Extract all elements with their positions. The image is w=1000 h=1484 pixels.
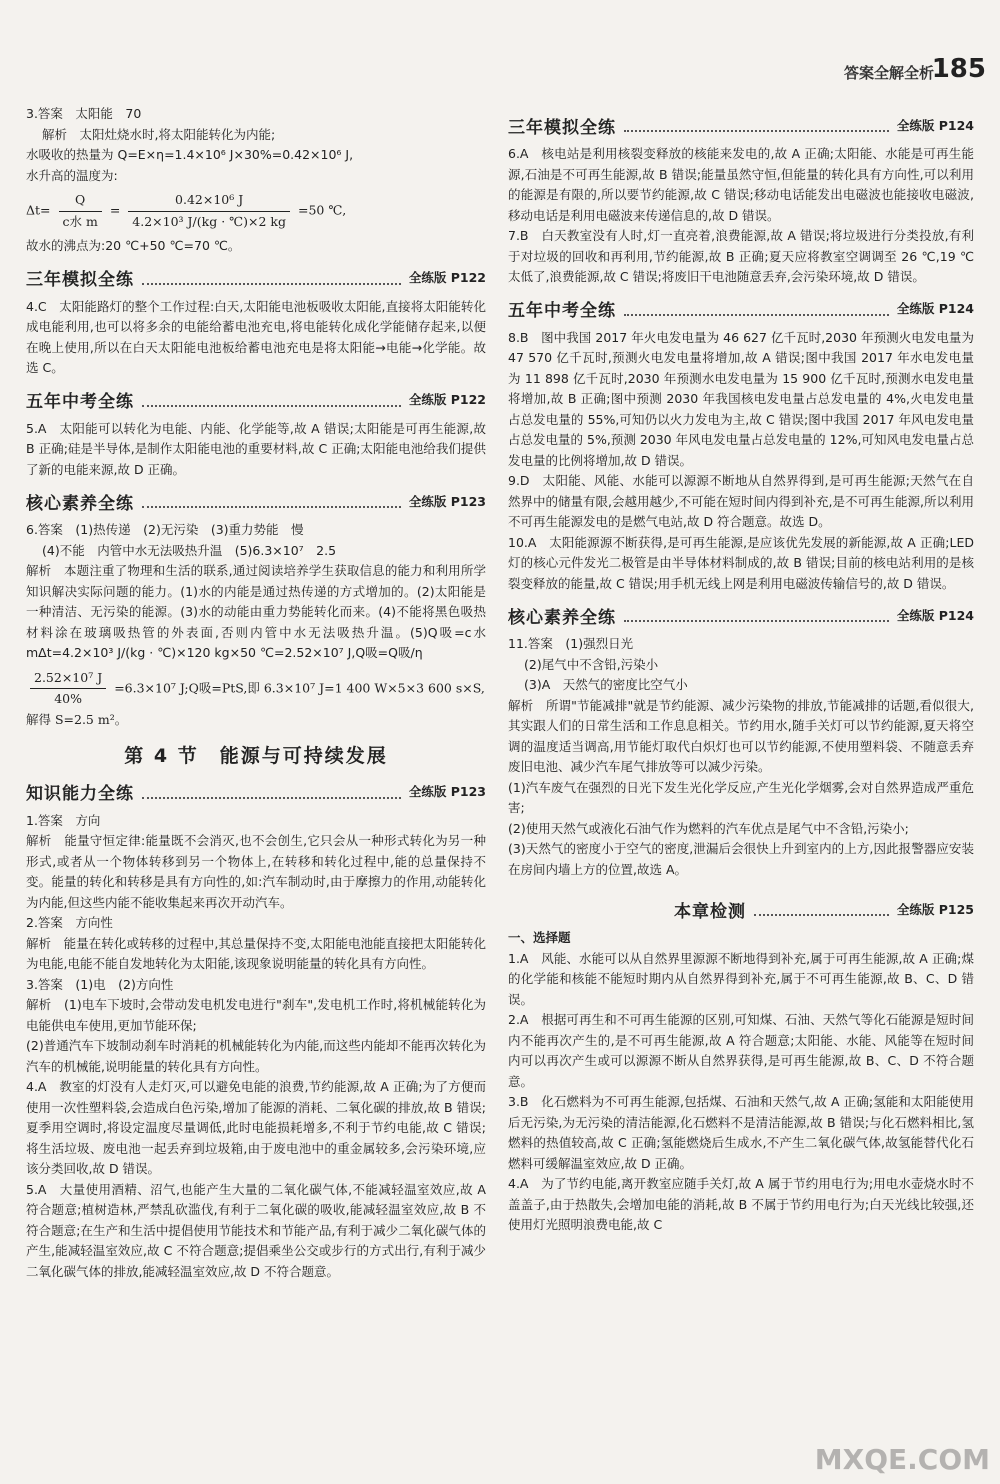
- k3-body: 解析 (1)电车下坡时,会带动发电机发电进行"刹车",发电机工作时,将机械能转化为电能供电车使用,更加节能环保;: [26, 997, 486, 1033]
- page-number: 185: [931, 54, 986, 84]
- answer-6-head: 6.答案 (1)热传递 (2)无污染 (3)重力势能 慢: [26, 522, 304, 537]
- k4: 4.A 教室的灯没有人走灯灭,可以避免电能的浪费,节约能源,故 A 正确;为了方便而使用一次性塑料袋,会造成白色污染,增加了能源的消耗、二氧化碳的排放,故 B 错误;夏季用空调时,将设定温度尽量调低,此时电能损耗增多,不利于节约电能,故 C 错误;将生活垃圾、废电池一起丢弃到垃圾箱,由于废电池中的重金属较多,会污染环境,应该分类回收,故 D 错误。: [26, 1079, 486, 1176]
- watermark: MXQE.COM: [814, 1443, 990, 1476]
- section-dots: [142, 506, 401, 508]
- section-header: [26, 486, 486, 514]
- k2-head: 2.答案 方向性: [26, 915, 113, 930]
- section-header: [26, 385, 486, 413]
- answer-11-p2: (2)使用天然气或液化石油气作为燃料的汽车优点是尾气中不含铅,污染小;: [508, 820, 909, 836]
- answer-11-p1: (1)汽车废气在强烈的日光下发生光化学反应,产生光化学烟雾,会对自然界造成严重危害;: [508, 779, 974, 815]
- answer-3-line4: 故水的沸点为:20 ℃+50 ℃=70 ℃。: [26, 238, 241, 253]
- section-title: 核心素养全练: [26, 493, 134, 514]
- section-title: 三年模拟全练: [508, 117, 616, 138]
- section-title: 本章检测: [674, 901, 746, 922]
- section-title: 知识能力全练: [26, 784, 134, 804]
- answer-11-head: 11.答案 (1)强烈日光: [508, 636, 634, 651]
- part-title: 一、选择题: [508, 930, 571, 945]
- choice-3: 3.B 化石燃料为不可再生能源,包括煤、石油和天然气,故 A 正确;氢能和太阳能使用后无污染,为无污染的清洁能源,化石燃料不是清洁能源,故 B 错误;与化石燃料相比,氢燃料的热值较高,故 C 正确;氢能燃烧后生成水,不产生二氧化碳气体,故氢能替代化石燃料可缓解温室效应,故 D 正确。: [508, 1094, 974, 1171]
- answer-7: 7.B 白天教室没有人时,灯一直亮着,浪费能源,故 A 错误;将垃圾进行分类投放,有利于对垃圾的回收和再利用,节约能源,故 B 正确;夏天应将教室空调调至 26 ℃,19 ℃太低了,浪费能源,故 C 错误;将废旧干电池随意丢弃,会污染环境,故 D 错误。: [508, 228, 974, 284]
- answer-3-line3: 水升高的温度为:: [26, 167, 118, 183]
- answer-6-tail: =6.3×10⁷ J;Q吸=PtS,即 6.3×10⁷ J=1 400 W×5×3 600 s×S,解得 S=2.5 m²。: [26, 680, 485, 727]
- section-title: 核心素养全练: [508, 607, 616, 628]
- answer-11-body: 解析 所谓"节能减排"就是节约能源、减少污染物的排放,节能减排的话题,看似很大,其实跟人们的日常生活和工作息息相关。节约用水,随手关灯可以节约能源,夏天将空调的温度适当调高,用节能灯取代白炽灯也可以节约能源,不使用塑料袋、不随意丢弃废旧电池、减少汽车尾气排放等可以减少污染。: [508, 697, 974, 774]
- k2-body: 解析 能量在转化或转移的过程中,其总量保持不变,太阳能电池能直接把太阳能转化为电能,电能不能自发地转化为太阳能,该现象说明能量的转化具有方向性。: [26, 935, 486, 971]
- choice-2: 2.A 根据可再生和不可再生能源的区别,可知煤、石油、天然气等化石能源是短时间内不能再次产生的,是不可再生能源,故 A 符合题意;太阳能、水能、风能等在短时间内可以再次产生或可以源源不断从自然界获得,是可再生能源,故 B、C、D 不符合题意。: [508, 1012, 974, 1089]
- section-header: [26, 777, 486, 805]
- section-ref: 全练版 P124: [896, 117, 974, 133]
- formula-eq: =: [109, 202, 121, 218]
- section-dots: [624, 130, 889, 132]
- answer-10: 10.A 太阳能源源不断获得,是可再生能源,是应该优先发展的新能源,故 A 正确;LED 灯的核心元件发光二极管是由半导体材料制成的,故 B 错误;目前的核电站利用的是核裂变释放的能量,故 C 错误;用手机无线上网是利用电磁波传输信号的,故 D 错误。: [508, 534, 974, 591]
- answer-3-formula: [26, 190, 486, 232]
- answer-9: 9.D 太阳能、风能、水能可以源源不断地从自然界得到,是可再生能源;天然气在自然界中的储量有限,会越用越少,不可能在短时间内得到补充,是不可再生能源,所以利用不可再生能源发电的是燃气电站,故 D 符合题意。故选 D。: [508, 473, 974, 529]
- section-header: [508, 110, 974, 138]
- answer-4: 4.C 太阳能路灯的整个工作过程:白天,太阳能电池板吸收太阳能,直接将太阳能转化成电能利用,也可以将多余的电能给蓄电池充电,将电能转化成化学能储存起来,以便在晚上使用,所以在白天太阳能电池板给蓄电池充电是将太阳能→电能→化学能。故选 C。: [26, 298, 486, 375]
- k3-body2: (2)普通汽车下坡制动刹车时消耗的机械能转化为内能,而这些内能却不能再次转化为汽车的机械能,说明能量的转化具有方向性。: [26, 1038, 486, 1074]
- k1-head: 1.答案 方向: [26, 812, 101, 828]
- k3-head: 3.答案 (1)电 (2)方向性: [26, 976, 174, 992]
- section-ref: 全练版 P123: [408, 493, 486, 509]
- section-dots: [142, 797, 401, 799]
- formula-frac-2: [128, 190, 290, 232]
- k1-body: 解析 能量守恒定律:能量既不会消灭,也不会创生,它只会从一种形式转化为另一种形式,或者从一个物体转移到另一个物体上,在转移和转化过程中,能的总量保持不变。能量的转化和转移是具有方向性的,如:汽车制动时,由于摩擦力的作用,动能转化为内能,但这些内能不能收集起来再次开动汽车。: [26, 833, 486, 910]
- section-ref: 全练版 P125: [896, 901, 974, 917]
- formula-rhs: =50 ℃,: [297, 202, 347, 218]
- formula-lhs: Δt=: [26, 202, 51, 218]
- answer-6r: 6.A 核电站是利用核裂变释放的核能来发电的,故 A 正确;太阳能、水能是可再生能源,石油是不可再生能源,故 B 错误;能量虽然守恒,但能量的转化具有方向性,可以利用的能源是有限的,所以要节约能源,故 C 错误;移动电话能发出电磁波也能接收电磁波,移动电话是利用电磁波来传递信息的,故 D 错误。: [508, 146, 974, 223]
- answer-6-frac: [30, 668, 106, 710]
- section-dots: [142, 283, 401, 285]
- answer-6-frac-num: 2.52×10⁷ J: [30, 668, 106, 690]
- section-ref: 全练版 P122: [408, 270, 486, 285]
- choice-4: 4.A 为了节约电能,离开教室应随手关灯,故 A 属于节约用电行为;用电水壶烧水时不盖盖子,由于热散失,会增加电能的消耗,故 B 不属于节约用电行为;白天光线比较强,还使用灯光照明浪费电能,故 C: [508, 1176, 974, 1232]
- section-dots: [754, 914, 889, 916]
- k5: 5.A 大量使用酒精、沼气,也能产生大量的二氧化碳气体,不能减轻温室效应,故 A 符合题意;植树造林,严禁乱砍滥伐,有利于二氧化碳的吸收,能减轻温室效应,故 B 不符合题意;在生产和生活中提倡使用节能技术和节能产品,有利于减少二氧化碳气体的产生,能减轻温室效应,故 C 不符合题意;提倡乘坐公交或步行的方式出行,有利于减少二氧化碳气体的排放,能减轻温室效应,故 D 不符合题意。: [26, 1181, 486, 1279]
- answer-6-body: 解析 本题注重了物理和生活的联系,通过阅读培养学生获取信息的能力和利用所学知识解决实际问题的能力。(1)水的内能是通过热传递的方式增加的。(2)太阳能是一种清洁、无污染的能源。(3)水的动能由重力势能转化而来。(4)不能将黑色吸热材料涂在玻璃吸热管的外表面,否则内管中水无法吸热升温。(5)Q吸=c水 mΔt=4.2×10³ J/(kg · ℃)×120 kg×50 ℃=2.52×10⁷ J,Q吸=Q吸/η: [26, 563, 486, 660]
- answer-11-a3: (3)A 天然气的密度比空气小: [524, 677, 688, 692]
- formula-frac-1-num: Q: [59, 190, 102, 212]
- formula-frac-1: [59, 190, 102, 232]
- chapter-title: 第 4 节 能源与可持续发展: [124, 745, 388, 767]
- section-dots: [142, 405, 401, 407]
- page-header: [0, 0, 1000, 100]
- section-header: [508, 894, 974, 922]
- answer-3-head: 3.答案 太阳能 70: [26, 106, 142, 121]
- choice-1: 1.A 风能、水能可以从自然界里源源不断地得到补充,属于可再生能源,故 A 正确;煤的化学能和核能不能短时期内从自然界得到补充,属于不可再生能源,故 B、C、D 错误。: [508, 950, 974, 1007]
- formula-frac-1-den: c水 m: [62, 213, 98, 229]
- header-title: 答案全解全析: [843, 64, 934, 82]
- section-title: 三年模拟全练: [26, 270, 134, 290]
- answer-8: 8.B 图中我国 2017 年火电发电量为 46 627 亿千瓦时,2030 年预测火电发电量为 47 570 亿千瓦时,预测火电发电量将增加,故 A 错误;图中我国 2017 年水电发电量为 11 898 亿千瓦时,2030 年预测水电发电量为 15 900 亿千瓦时,预测水电发电量将增加,故 B 正确;图中预测 2030 年我国核电发电量占总发电量的 4%,火电发电量占总发电量的 55%,可知仍以火力发电为主,故 C 错误;图中我国 2017 年风电发电量占总发电量的 5%,预测 2030 年风电发电量占总发电量的 12%,可知风电发电量占总发电量的比例将增加,故 D 错误。: [508, 329, 974, 468]
- left-column: [26, 104, 486, 1282]
- section-title: 五年中考全练: [508, 301, 616, 321]
- section-ref: 全练版 P122: [408, 392, 486, 407]
- section-header: [26, 263, 486, 291]
- formula-frac-2-den: 4.2×10³ J/(kg · ℃)×2 kg: [132, 213, 286, 229]
- answer-3-line1: 解析 太阳灶烧水时,将太阳能转化为内能;: [42, 126, 276, 142]
- section-header: [508, 600, 974, 628]
- answer-3-line2: 水吸收的热量为 Q=E×η=1.4×10⁶ J×30%=0.42×10⁶ J,: [26, 147, 354, 162]
- section-dots: [624, 620, 889, 622]
- section-dots: [624, 314, 889, 316]
- section-title: 五年中考全练: [26, 392, 134, 412]
- section-header: [508, 294, 974, 322]
- formula-frac-2-num: 0.42×10⁶ J: [128, 190, 290, 212]
- answer-11-a2: (2)尾气中不含铅,污染小: [524, 656, 659, 672]
- right-column: [508, 104, 974, 1236]
- answer-5: 5.A 太阳能可以转化为电能、内能、化学能等,故 A 错误;太阳能是可再生能源,故 B 正确;硅是半导体,是制作太阳能电池的重要材料,故 C 正确;太阳能电池给我们提供了新的电能来源,故 D 正确。: [26, 420, 486, 477]
- answer-6-line2: (4)不能 内管中水无法吸热升温 (5)6.3×10⁷ 2.5: [42, 542, 337, 558]
- answer-11-p3: (3)天然气的密度小于空气的密度,泄漏后会很快上升到室内的上方,因此报警器应安装在房间内墙上方的位置,故选 A。: [508, 841, 974, 877]
- section-ref: 全练版 P124: [896, 301, 974, 316]
- answer-6-frac-den: 40%: [54, 691, 82, 706]
- answer-6-formula: [26, 668, 486, 731]
- section-ref: 全练版 P123: [408, 784, 486, 799]
- section-ref: 全练版 P124: [896, 607, 974, 623]
